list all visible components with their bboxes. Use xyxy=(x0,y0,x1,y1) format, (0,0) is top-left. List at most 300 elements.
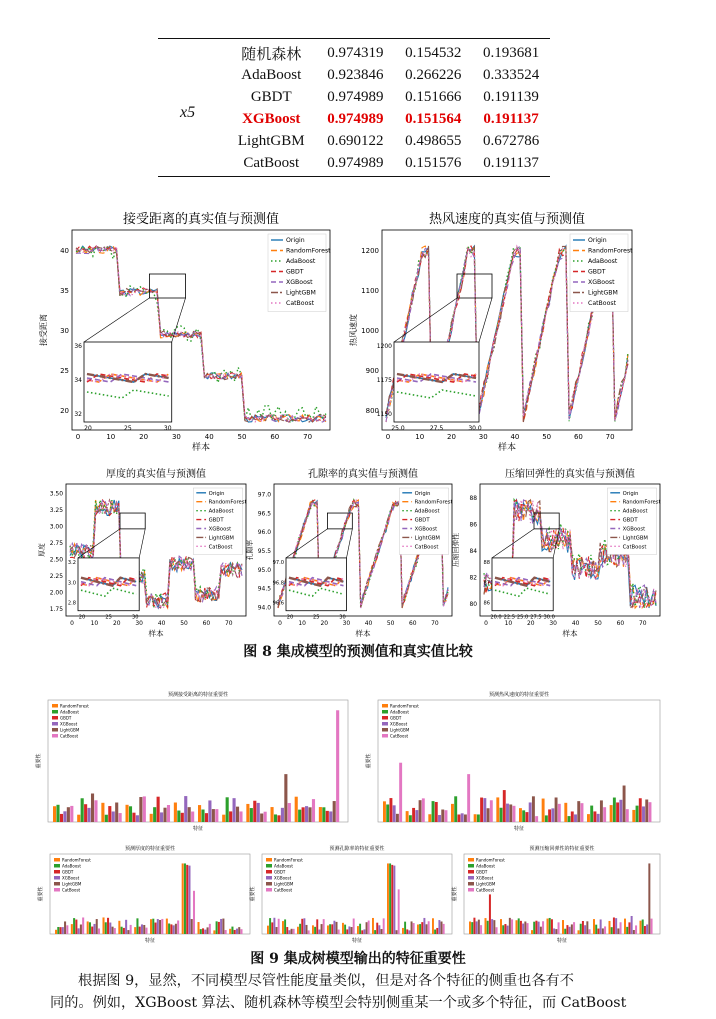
bar-adaboost xyxy=(105,922,107,934)
y-tick-label: 800 xyxy=(365,407,379,415)
bar-lightgbm xyxy=(555,797,558,822)
bar-catboost xyxy=(66,925,68,934)
bar-xgboost xyxy=(93,924,95,934)
bar-xgboost xyxy=(88,808,91,822)
legend-label: GBDT xyxy=(208,517,224,524)
bar-catboost xyxy=(604,926,606,934)
y-tick-label: 80 xyxy=(469,600,477,608)
bar-gbdt xyxy=(218,922,220,934)
bar-randomforest xyxy=(53,806,56,822)
bar-adaboost xyxy=(386,804,389,822)
bar-randomforest xyxy=(624,919,626,934)
bar-randomforest xyxy=(327,925,329,934)
bar-randomforest xyxy=(500,919,502,934)
bar-lightgbm xyxy=(633,930,635,934)
bar-xgboost xyxy=(78,928,80,934)
table-cell-model: 随机森林 xyxy=(241,46,302,63)
table-cell-model: AdaBoost xyxy=(241,66,302,83)
bar-lightgbm xyxy=(524,921,526,934)
bar-xgboost xyxy=(63,811,66,822)
bar-lightgbm xyxy=(509,804,512,822)
table-cell-model: XGBoost xyxy=(242,110,301,127)
bar-randomforest xyxy=(246,804,249,822)
chart-title: 预测厚度的特征重要性 xyxy=(124,846,176,852)
bar-gbdt xyxy=(489,894,491,934)
table-cell-v1: 0.974989 xyxy=(327,110,384,127)
legend-label: LightGBM xyxy=(60,727,80,733)
table-cell-blank xyxy=(158,152,226,174)
legend-swatch xyxy=(382,734,388,738)
bar-xgboost xyxy=(393,866,395,934)
bar-gbdt xyxy=(406,929,408,934)
legend-label: XGBoost xyxy=(588,279,615,286)
bar-gbdt xyxy=(229,811,232,822)
bar-randomforest xyxy=(587,814,590,822)
inset-x-tick: 30.0 xyxy=(468,425,482,432)
table-cell-v1: 0.923846 xyxy=(327,66,384,83)
bar-gbdt xyxy=(480,798,483,822)
bar-catboost xyxy=(651,919,653,934)
bar-gbdt xyxy=(376,923,378,934)
bar-randomforest xyxy=(428,814,431,822)
y-axis-label: 重要性 xyxy=(452,886,458,902)
x-tick-label: 20 xyxy=(139,433,149,441)
inset-y-tick: 86 xyxy=(483,600,490,607)
bar-catboost xyxy=(308,930,310,934)
bar-lightgbm xyxy=(291,929,293,934)
bar-randomforest xyxy=(562,920,564,934)
bar-gbdt xyxy=(421,922,423,934)
bar-xgboost xyxy=(62,927,64,934)
bar-randomforest xyxy=(271,807,274,822)
bar-xgboost xyxy=(173,925,175,934)
legend-swatch xyxy=(52,728,58,732)
bar-xgboost xyxy=(157,919,159,934)
table-cell-blank xyxy=(158,130,226,152)
legend-swatch xyxy=(54,876,60,880)
bar-randomforest xyxy=(387,863,389,934)
legend-label: LightGBM xyxy=(208,535,234,542)
bar-randomforest xyxy=(531,930,533,934)
legend-label: CatBoost xyxy=(588,300,617,307)
bar-randomforest xyxy=(150,814,153,822)
bar-randomforest xyxy=(182,863,184,934)
bar-adaboost xyxy=(250,808,253,822)
bar-gbdt xyxy=(155,923,157,934)
legend-label: XGBoost xyxy=(60,721,78,727)
x-tick-label: 30 xyxy=(135,620,143,627)
bar-adaboost xyxy=(432,801,435,822)
x-tick-label: 50 xyxy=(594,620,602,627)
bar-catboost xyxy=(191,812,194,822)
bar-lightgbm xyxy=(115,803,118,822)
x-axis-label: 样本 xyxy=(355,629,371,638)
bar-catboost xyxy=(264,812,267,822)
inset-y-tick: 87 xyxy=(483,580,490,587)
bar-randomforest xyxy=(357,926,359,934)
bar-xgboost xyxy=(529,802,532,822)
y-tick-label: 900 xyxy=(365,367,379,375)
bar-randomforest xyxy=(542,799,545,822)
bar-xgboost xyxy=(348,926,350,934)
bar-lightgbm xyxy=(478,920,480,934)
inset-x-tick: 30 xyxy=(339,614,346,621)
y-tick-label: 20 xyxy=(60,407,69,415)
bar-lightgbm xyxy=(411,921,413,934)
bar-xgboost xyxy=(506,804,509,822)
legend-label: LightGBM xyxy=(274,881,294,887)
bar-gbdt xyxy=(326,811,329,822)
bar-lightgbm xyxy=(143,925,145,934)
legend-label: AdaBoost xyxy=(286,258,316,265)
bar-adaboost xyxy=(121,927,123,934)
chart-title: 预测接受距离的特征重要性 xyxy=(167,692,229,698)
bar-adaboost xyxy=(471,922,473,934)
inset-x-tick: 30.0 xyxy=(543,614,555,621)
figure-8 xyxy=(0,200,716,640)
legend-label: RandomForest xyxy=(60,703,89,709)
bar-randomforest xyxy=(87,921,89,934)
bar-xgboost xyxy=(303,918,305,934)
bar-xgboost xyxy=(551,808,554,822)
bar-gbdt xyxy=(613,917,615,934)
bar-lightgbm xyxy=(236,807,239,822)
legend-label: RandomForest xyxy=(622,499,661,506)
bar-lightgbm xyxy=(139,797,142,822)
bar-adaboost xyxy=(409,815,412,822)
table-top-rule xyxy=(158,38,550,39)
x-tick-label: 50 xyxy=(180,620,188,627)
y-tick-label: 2.50 xyxy=(49,556,63,564)
bar-catboost xyxy=(443,924,445,934)
y-tick-label: 30 xyxy=(60,327,69,335)
bar-gbdt xyxy=(84,804,87,822)
legend-label: AdaBoost xyxy=(588,258,618,265)
legend-label: CatBoost xyxy=(622,544,647,551)
bar-adaboost xyxy=(545,815,548,822)
legend-swatch xyxy=(266,888,272,892)
bar-catboost xyxy=(119,813,122,822)
bar-lightgbm xyxy=(493,920,495,934)
table-row xyxy=(158,42,550,64)
inset-x-tick: 20 xyxy=(78,614,86,621)
bar-adaboost xyxy=(299,924,301,934)
bar-gbdt xyxy=(186,865,188,934)
x-tick-label: 20 xyxy=(320,620,329,627)
bar-adaboost xyxy=(477,814,480,822)
bar-lightgbm xyxy=(80,925,82,934)
y-tick-label: 3.50 xyxy=(49,490,63,498)
bar-lightgbm xyxy=(159,920,161,934)
legend-label: Origin xyxy=(414,490,431,497)
bar-catboost xyxy=(82,917,84,934)
legend-label: CatBoost xyxy=(60,733,79,739)
table-cell-blank xyxy=(158,42,226,64)
table-group-label: x5 xyxy=(180,104,196,121)
y-axis-label: 重要性 xyxy=(366,753,372,769)
bar-lightgbm xyxy=(571,924,573,934)
legend-label: LightGBM xyxy=(588,289,618,297)
bar-catboost xyxy=(581,803,584,822)
bar-adaboost xyxy=(344,925,346,934)
chart-title: 热风速度的真实值与预测值 xyxy=(428,212,586,227)
bar-adaboost xyxy=(89,922,91,934)
bar-xgboost xyxy=(281,808,284,822)
inset-x-tick: 30 xyxy=(163,425,172,432)
table-cell-blank xyxy=(158,64,226,86)
x-tick-label: 70 xyxy=(605,433,615,441)
bar-adaboost xyxy=(201,810,204,822)
legend-swatch xyxy=(54,864,60,868)
bar-xgboost xyxy=(483,798,486,822)
x-tick-label: 60 xyxy=(409,620,417,627)
bar-gbdt xyxy=(132,813,135,822)
legend-swatch xyxy=(468,882,474,886)
bar-gbdt xyxy=(331,924,333,934)
bar-gbdt xyxy=(286,927,288,934)
bar-xgboost xyxy=(522,924,524,934)
x-tick-label: 40 xyxy=(204,433,214,441)
x-tick-label: 0 xyxy=(75,433,81,441)
bar-catboost xyxy=(467,774,470,822)
bar-lightgbm xyxy=(555,929,557,934)
legend-label: RandomForest xyxy=(414,499,453,506)
legend-label: CatBoost xyxy=(390,733,409,739)
bar-randomforest xyxy=(55,930,57,934)
bar-adaboost xyxy=(595,925,597,934)
bar-randomforest xyxy=(297,927,299,934)
bar-catboost xyxy=(573,922,575,934)
results-table xyxy=(158,42,550,174)
legend-swatch xyxy=(382,722,388,726)
inset-y-tick: 34 xyxy=(74,377,82,384)
y-tick-label: 96.5 xyxy=(257,510,271,518)
bar-gbdt xyxy=(316,919,318,934)
legend-label: AdaBoost xyxy=(390,709,409,715)
inset-y-tick: 88 xyxy=(483,559,490,566)
bar-randomforest xyxy=(222,815,225,822)
bar-adaboost xyxy=(231,927,233,934)
bar-adaboost xyxy=(522,810,525,822)
table-cell-v2: 0.498655 xyxy=(405,132,462,149)
bar-gbdt xyxy=(139,927,141,934)
inset-x-tick: 20.0 xyxy=(490,614,502,621)
bar-gbdt xyxy=(271,922,273,934)
bar-catboost xyxy=(413,923,415,934)
legend-swatch xyxy=(54,882,60,886)
bar-catboost xyxy=(240,929,242,934)
bar-adaboost xyxy=(434,930,436,934)
x-tick-label: 60 xyxy=(270,433,280,441)
legend-label: CatBoost xyxy=(62,887,81,893)
bar-catboost xyxy=(130,925,132,934)
bar-catboost xyxy=(94,800,97,822)
bar-catboost xyxy=(635,925,637,934)
bar-lightgbm xyxy=(648,863,650,934)
x-tick-label: 0 xyxy=(484,620,488,627)
bar-gbdt xyxy=(551,919,553,934)
x-tick-label: 70 xyxy=(303,433,313,441)
bar-randomforest xyxy=(134,927,136,934)
x-tick-label: 50 xyxy=(542,433,552,441)
bar-gbdt xyxy=(571,811,574,822)
legend-swatch xyxy=(382,704,388,708)
bar-randomforest xyxy=(174,803,177,822)
x-tick-label: 0 xyxy=(70,620,74,627)
legend-swatch xyxy=(382,716,388,720)
bar-adaboost xyxy=(322,807,325,822)
bar-gbdt xyxy=(123,928,125,934)
legend-label: GBDT xyxy=(60,715,72,721)
legend-label: CatBoost xyxy=(274,887,293,893)
y-tick-label: 35 xyxy=(60,287,69,295)
legend-swatch xyxy=(382,710,388,714)
bar-gbdt xyxy=(60,814,63,822)
legend-swatch xyxy=(468,858,474,862)
bar-randomforest xyxy=(547,919,549,934)
bar-adaboost xyxy=(564,929,566,934)
chart-title: 预测压缩回弹性的特征重要性 xyxy=(529,846,595,852)
y-tick-label: 3.00 xyxy=(49,523,63,531)
table-cell-v1: 0.974989 xyxy=(327,88,384,105)
bar-lightgbm xyxy=(91,794,94,823)
inset-x-tick: 27.5 xyxy=(429,425,444,432)
bar-randomforest xyxy=(432,918,434,934)
bar-catboost xyxy=(542,921,544,934)
table-cell-v3: 0.193681 xyxy=(482,44,540,61)
bar-gbdt xyxy=(566,925,568,934)
legend-swatch xyxy=(468,876,474,880)
bar-randomforest xyxy=(519,808,522,822)
bar-xgboost xyxy=(363,929,365,934)
bar-catboost xyxy=(490,800,493,822)
y-tick-label: 82 xyxy=(469,574,477,582)
bar-catboost xyxy=(353,919,355,934)
bar-catboost xyxy=(620,922,622,934)
bar-xgboost xyxy=(574,814,577,822)
bar-lightgbm xyxy=(396,930,398,934)
bar-adaboost xyxy=(611,927,613,934)
bar-randomforest xyxy=(496,797,499,822)
bar-randomforest xyxy=(103,917,105,934)
bar-xgboost xyxy=(160,812,163,822)
bar-lightgbm xyxy=(586,921,588,934)
y-tick-label: 97.0 xyxy=(257,491,271,499)
legend-label: GBDT xyxy=(274,869,286,875)
bar-catboost xyxy=(336,710,339,822)
y-tick-label: 1000 xyxy=(361,327,379,335)
table-bottom-rule xyxy=(158,176,550,177)
y-axis-label: 热风速度 xyxy=(349,314,358,346)
table-cell-v3: 0.191137 xyxy=(483,110,539,127)
y-tick-label: 1.75 xyxy=(49,605,63,613)
x-tick-label: 0 xyxy=(278,620,282,627)
inset-y-tick: 2.8 xyxy=(67,600,76,607)
inset-y-tick: 3.0 xyxy=(67,580,76,587)
bar-catboost xyxy=(288,803,291,822)
figure-9-caption: 图 9 集成树模型输出的特征重要性 xyxy=(250,951,466,967)
bar-lightgbm xyxy=(602,928,604,934)
x-tick-label: 30 xyxy=(549,620,557,627)
legend-label: CatBoost xyxy=(414,544,439,551)
bar-catboost xyxy=(323,919,325,934)
bar-xgboost xyxy=(538,922,540,934)
bar-randomforest xyxy=(640,921,642,934)
bar-gbdt xyxy=(535,921,537,934)
bar-catboost xyxy=(589,929,591,934)
y-tick-label: 2.75 xyxy=(49,539,63,547)
bar-catboost xyxy=(145,928,147,934)
table-row xyxy=(158,152,550,174)
table-cell-v1: 0.974989 xyxy=(327,154,384,171)
bar-adaboost xyxy=(284,919,286,934)
bar-randomforest xyxy=(101,803,104,822)
bar-lightgbm xyxy=(645,800,648,822)
bar-xgboost xyxy=(408,930,410,934)
bar-adaboost xyxy=(487,921,489,934)
table-cell-model: CatBoost xyxy=(243,154,300,171)
table-cell-v3: 0.191139 xyxy=(483,88,539,105)
bar-xgboost xyxy=(569,927,571,934)
bar-randomforest xyxy=(213,930,215,934)
bar-lightgbm xyxy=(276,927,278,934)
legend-label: Origin xyxy=(208,490,225,497)
legend-swatch xyxy=(54,858,60,862)
bar-catboost xyxy=(422,798,425,822)
bar-adaboost xyxy=(642,920,644,934)
legend-label: LightGBM xyxy=(62,881,82,887)
bar-catboost xyxy=(167,805,170,822)
bar-catboost xyxy=(428,921,430,934)
bar-gbdt xyxy=(91,927,93,934)
bar-lightgbm xyxy=(351,927,353,934)
bar-adaboost xyxy=(274,814,277,822)
legend-label: XGBoost xyxy=(286,279,313,286)
bar-catboost xyxy=(535,816,538,822)
inset-x-tick: 22.5 xyxy=(503,614,515,621)
inset-y-tick: 1200 xyxy=(376,343,392,350)
legend-swatch xyxy=(266,870,272,874)
figure-8-caption: 图 8 集成模型的预测值和真实值比较 xyxy=(243,644,473,660)
bar-gbdt xyxy=(302,807,305,822)
bar-xgboost xyxy=(642,806,645,822)
bar-lightgbm xyxy=(617,928,619,934)
bar-catboost xyxy=(114,928,116,934)
bar-catboost xyxy=(511,919,513,934)
bar-xgboost xyxy=(461,813,464,822)
y-axis-label: 重要性 xyxy=(36,753,42,769)
legend-label: RandomForest xyxy=(208,499,247,506)
bar-xgboost xyxy=(257,803,260,822)
bar-lightgbm xyxy=(419,800,422,822)
bar-catboost xyxy=(239,811,242,822)
bar-xgboost xyxy=(233,798,236,822)
body-paragraph-line1: 根据图 9，显然，不同模型尽管性能度量类似，但是对各个特征的侧重也各有不 xyxy=(78,973,574,989)
bar-adaboost xyxy=(568,816,571,822)
y-tick-label: 2.25 xyxy=(49,572,63,580)
legend-label: XGBoost xyxy=(208,526,232,533)
y-tick-label: 95.0 xyxy=(257,566,271,574)
chart-title: 孔隙率的真实值与预测值 xyxy=(308,469,418,480)
bar-catboost xyxy=(312,799,315,822)
legend-label: CatBoost xyxy=(476,887,495,893)
inset-x-tick: 25 xyxy=(105,614,112,621)
legend-swatch xyxy=(54,888,60,892)
bar-gbdt xyxy=(525,812,528,822)
inset-x-tick: 20 xyxy=(286,614,294,621)
bar-randomforest xyxy=(312,925,314,934)
bar-gbdt xyxy=(301,919,303,934)
